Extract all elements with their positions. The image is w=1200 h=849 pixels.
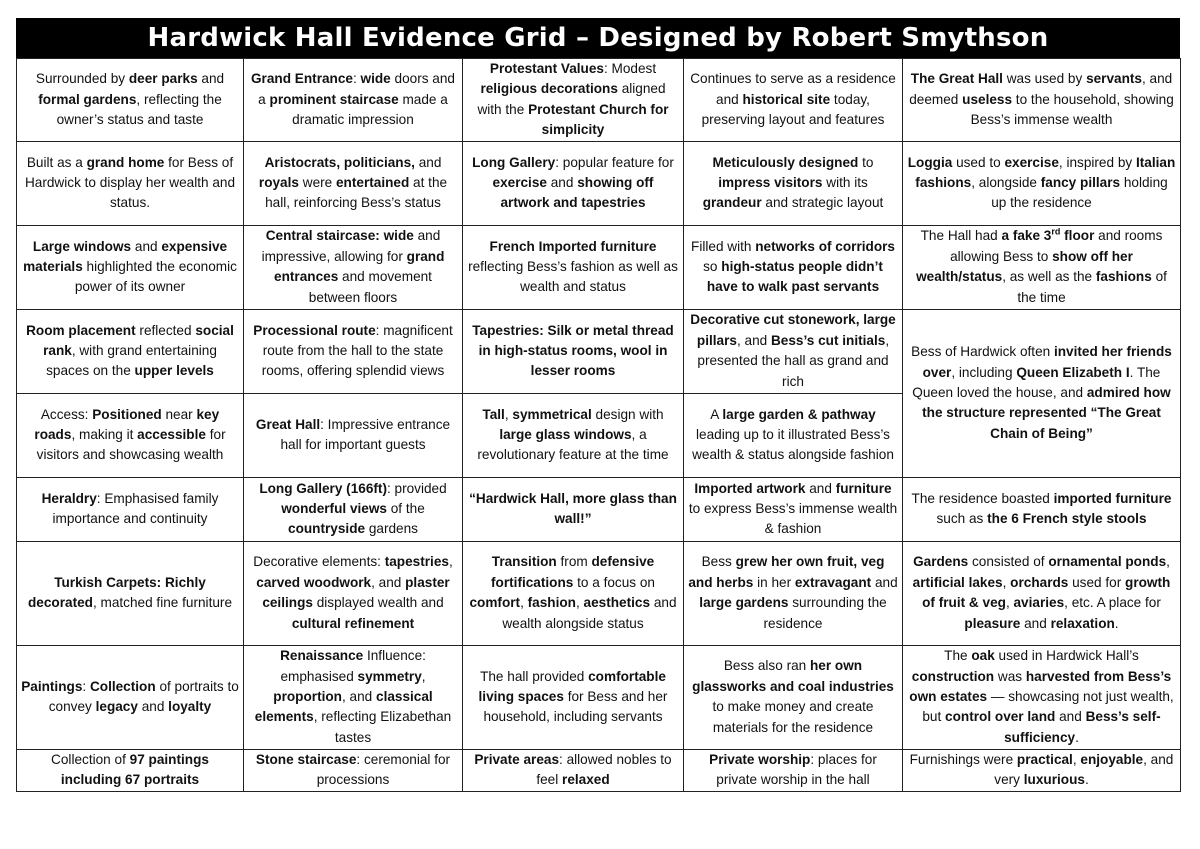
table-cell: Gardens consisted of ornamental ponds, artificial lakes, orchards used for growth of fruit & veg, aviaries, etc. A place for pleasure and relaxation. bbox=[903, 541, 1181, 645]
evidence-table bbox=[16, 58, 1181, 792]
table-cell: Central staircase: wide and impressive, allowing for grand entrances and movement between floors bbox=[244, 225, 463, 309]
table-cell: Grand Entrance: wide doors and a prominent staircase made a dramatic impression bbox=[244, 59, 463, 142]
table-row bbox=[17, 477, 1181, 541]
table-cell: The hall provided comfortable living spaces for Bess and her household, including servants bbox=[463, 645, 684, 749]
table-cell: Meticulously designed to impress visitors with its grandeur and strategic layout bbox=[684, 141, 903, 225]
table-cell: Large windows and expensive materials highlighted the economic power of its owner bbox=[17, 225, 244, 309]
table-cell: Access: Positioned near key roads, making it accessible for visitors and showcasing wealth bbox=[17, 393, 244, 477]
table-cell: Long Gallery (166ft): provided wonderful views of the countryside gardens bbox=[244, 477, 463, 541]
evidence-grid bbox=[16, 18, 1180, 792]
table-cell: “Hardwick Hall, more glass than wall!” bbox=[463, 477, 684, 541]
table-cell: Bess grew her own fruit, veg and herbs in her extravagant and large gardens surrounding the residence bbox=[684, 541, 903, 645]
table-cell: Great Hall: Impressive entrance hall for important guests bbox=[244, 393, 463, 477]
table-cell: Imported artwork and furniture to express Bess’s immense wealth & fashion bbox=[684, 477, 903, 541]
table-cell-merged: Bess of Hardwick often invited her friends over, including Queen Elizabeth I. The Queen loved the house, and admired how the structure represented “The Great Chain of Being” bbox=[903, 309, 1181, 477]
table-cell: Tapestries: Silk or metal thread in high-status rooms, wool in lesser rooms bbox=[463, 309, 684, 393]
table-cell: Surrounded by deer parks and formal gardens, reflecting the owner’s status and taste bbox=[17, 59, 244, 142]
table-cell: Long Gallery: popular feature for exercise and showing off artwork and tapestries bbox=[463, 141, 684, 225]
table-row bbox=[17, 309, 1181, 393]
table-cell: Built as a grand home for Bess of Hardwick to display her wealth and status. bbox=[17, 141, 244, 225]
table-cell: Renaissance Influence: emphasised symmetry, proportion, and classical elements, reflecting Elizabethan tastes bbox=[244, 645, 463, 749]
table-cell: French Imported furniture reflecting Bess’s fashion as well as wealth and status bbox=[463, 225, 684, 309]
table-cell: Room placement reflected social rank, with grand entertaining spaces on the upper levels bbox=[17, 309, 244, 393]
table-cell: Paintings: Collection of portraits to convey legacy and loyalty bbox=[17, 645, 244, 749]
table-cell: Collection of 97 paintings including 67 portraits bbox=[17, 749, 244, 791]
table-cell: Decorative elements: tapestries, carved woodwork, and plaster ceilings displayed wealth and cultural refinement bbox=[244, 541, 463, 645]
table-cell: Filled with networks of corridors so high-status people didn’t have to walk past servants bbox=[684, 225, 903, 309]
table-cell: Protestant Values: Modest religious decorations aligned with the Protestant Church for simplicity bbox=[463, 59, 684, 142]
table-row bbox=[17, 541, 1181, 645]
table-cell: Tall, symmetrical design with large glass windows, a revolutionary feature at the time bbox=[463, 393, 684, 477]
table-row bbox=[17, 645, 1181, 749]
table-row bbox=[17, 749, 1181, 791]
table-row bbox=[17, 59, 1181, 142]
table-cell: Turkish Carpets: Richly decorated, matched fine furniture bbox=[17, 541, 244, 645]
table-row bbox=[17, 141, 1181, 225]
table-cell: Continues to serve as a residence and historical site today, preserving layout and features bbox=[684, 59, 903, 142]
table-cell: The Great Hall was used by servants, and deemed useless to the household, showing Bess’s immense wealth bbox=[903, 59, 1181, 142]
table-cell: Bess also ran her own glassworks and coal industries to make money and create materials for the residence bbox=[684, 645, 903, 749]
table-cell: Decorative cut stonework, large pillars, and Bess’s cut initials, presented the hall as grand and rich bbox=[684, 309, 903, 393]
table-cell: Aristocrats, politicians, and royals were entertained at the hall, reinforcing Bess’s status bbox=[244, 141, 463, 225]
table-cell: A large garden & pathway leading up to it illustrated Bess’s wealth & status alongside fashion bbox=[684, 393, 903, 477]
table-cell: The Hall had a fake 3rd floor and rooms allowing Bess to show off her wealth/status, as well as the fashions of the time bbox=[903, 225, 1181, 309]
table-cell: Loggia used to exercise, inspired by Italian fashions, alongside fancy pillars holding up the residence bbox=[903, 141, 1181, 225]
table-row bbox=[17, 225, 1181, 309]
table-cell: Private areas: allowed nobles to feel relaxed bbox=[463, 749, 684, 791]
table-cell: The oak used in Hardwick Hall’s construction was harvested from Bess’s own estates — showcasing not just wealth, but control over land and Bess’s self-sufficiency. bbox=[903, 645, 1181, 749]
table-cell: Private worship: places for private worship in the hall bbox=[684, 749, 903, 791]
table-cell: Processional route: magnificent route from the hall to the state rooms, offering splendid views bbox=[244, 309, 463, 393]
grid-title: Hardwick Hall Evidence Grid – Designed by Robert Smythson bbox=[16, 18, 1180, 58]
table-cell: Transition from defensive fortifications to a focus on comfort, fashion, aesthetics and wealth alongside status bbox=[463, 541, 684, 645]
table-cell: Furnishings were practical, enjoyable, and very luxurious. bbox=[903, 749, 1181, 791]
table-cell: The residence boasted imported furniture such as the 6 French style stools bbox=[903, 477, 1181, 541]
table-cell: Heraldry: Emphasised family importance and continuity bbox=[17, 477, 244, 541]
table-cell: Stone staircase: ceremonial for processions bbox=[244, 749, 463, 791]
